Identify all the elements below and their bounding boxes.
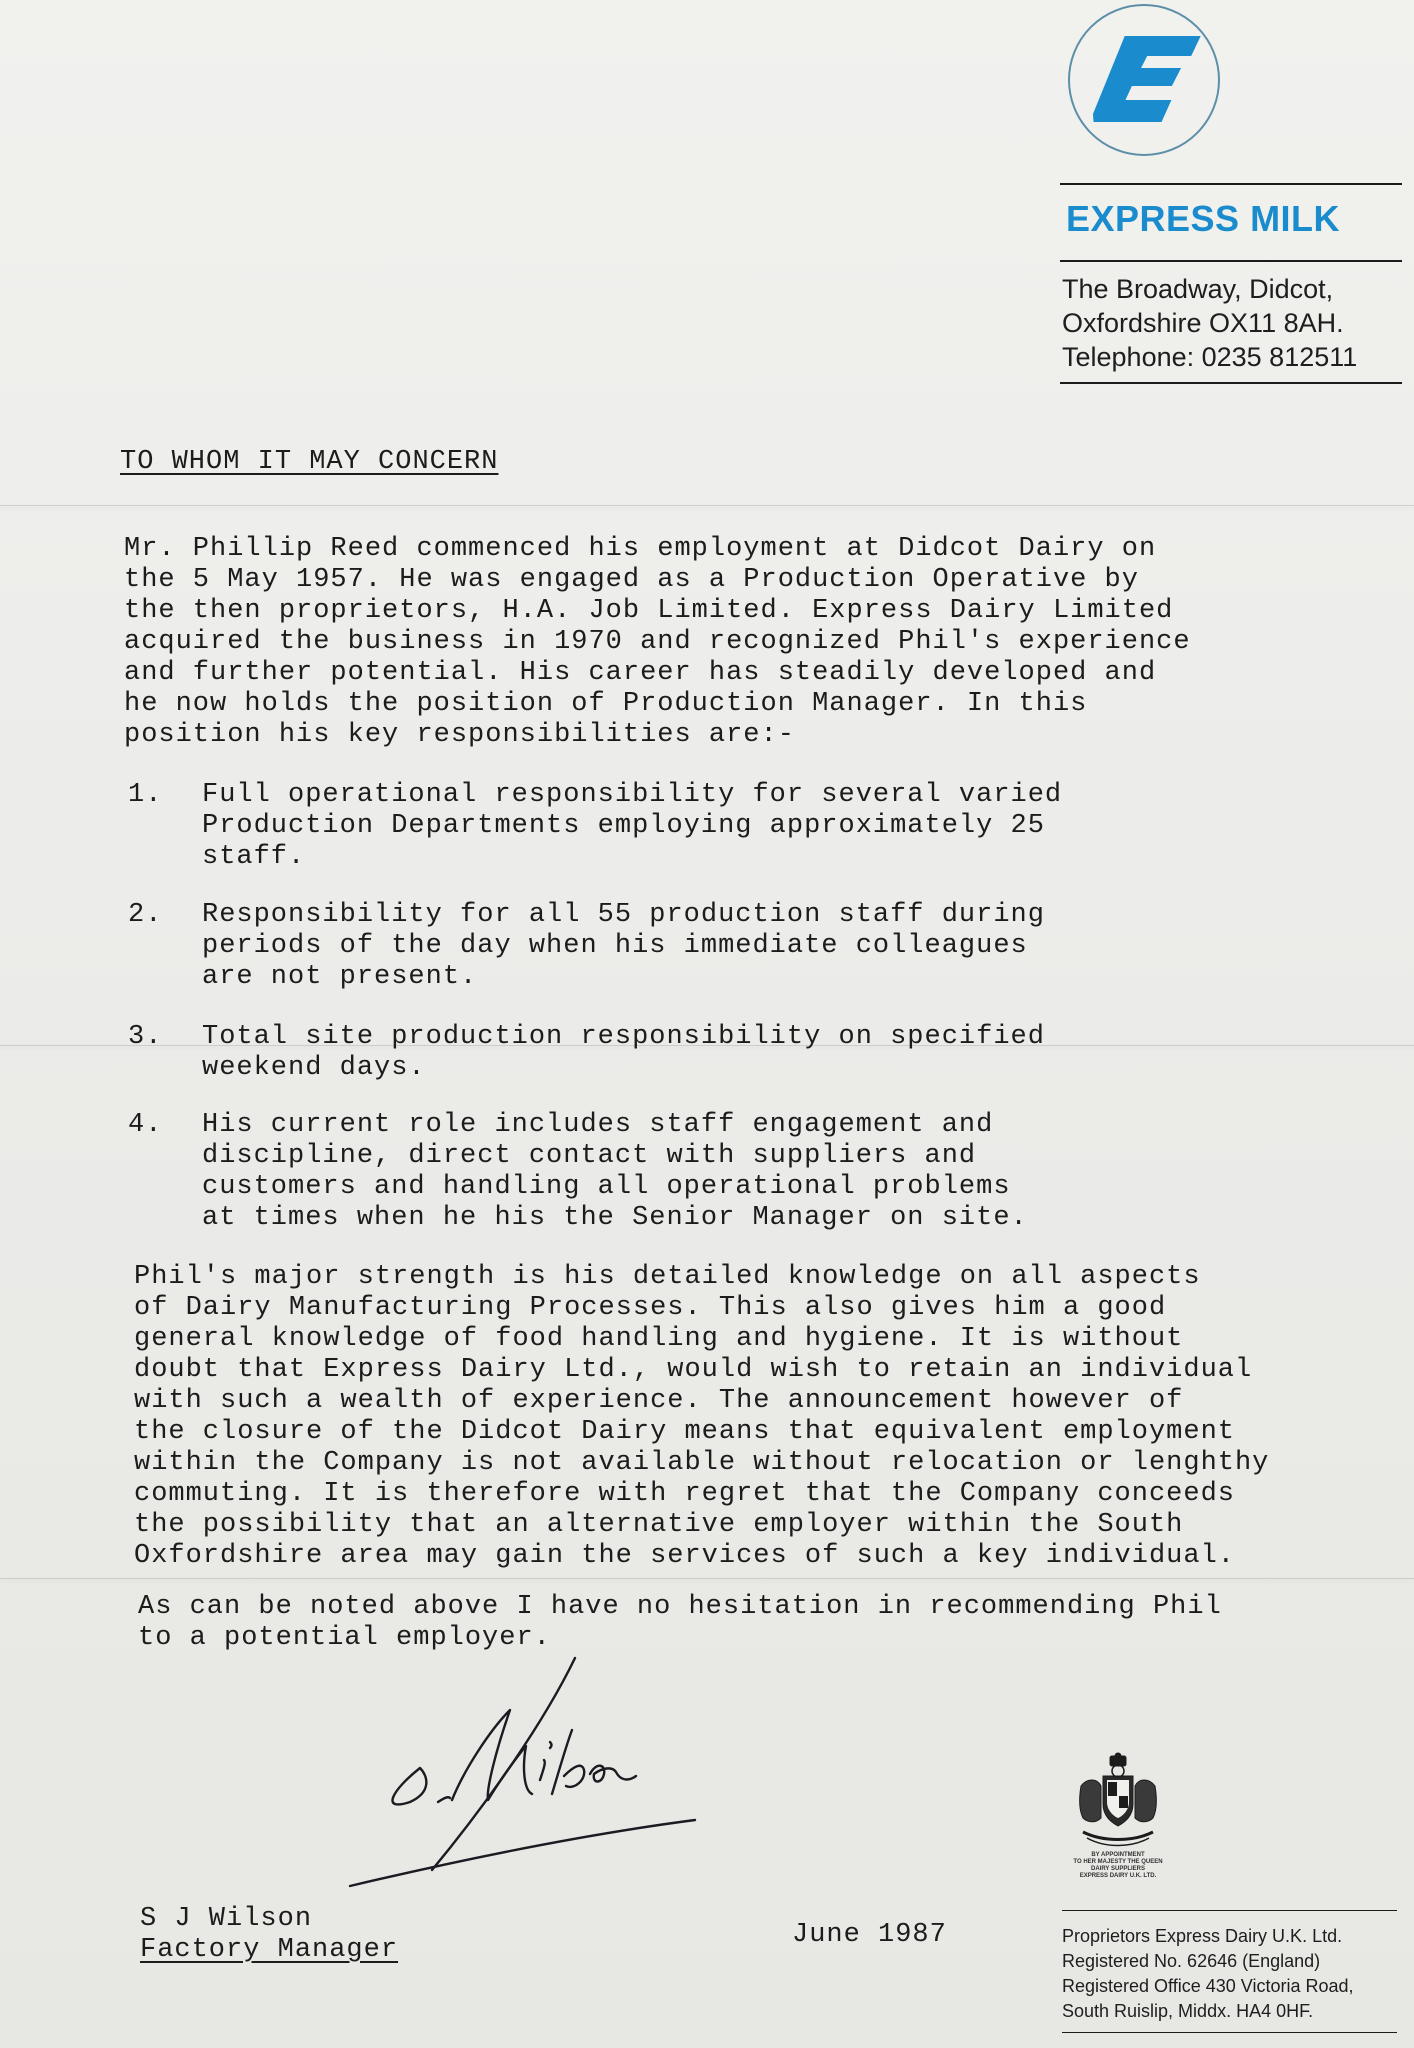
letterhead-rule-top — [1060, 183, 1402, 185]
item-number: 1. — [128, 780, 163, 810]
address-line: Oxfordshire OX11 8AH. — [1062, 308, 1344, 338]
text-line: weekend days. — [202, 1053, 426, 1083]
signer-block — [140, 1904, 398, 1966]
company-name: EXPRESS MILK — [1066, 198, 1341, 239]
text-line: the closure of the Didcot Dairy means that equivalent employment — [134, 1417, 1235, 1447]
text-line: general knowledge of food handling and hygiene. It is without — [134, 1324, 1184, 1354]
text-line: and further potential. His career has steadily developed and — [124, 658, 1157, 688]
text-line: Mr. Phillip Reed commenced his employment at Didcot Dairy on — [124, 534, 1157, 564]
text-line: Total site production responsibility on specified — [202, 1022, 1045, 1052]
text-line: the 5 May 1957. He was engaged as a Production Operative by — [124, 565, 1139, 595]
text-line: Full operational responsibility for several varied — [202, 780, 1063, 810]
letter-date: June 1987 — [792, 1920, 947, 1950]
handwritten-signature — [340, 1650, 710, 1900]
item-number: 2. — [128, 900, 163, 930]
registration-line: South Ruislip, Middx. HA4 0HF. — [1062, 2001, 1314, 2021]
text-line: Phil's major strength is his detailed knowledge on all aspects — [134, 1262, 1201, 1292]
warrant-line: DAIRY SUPPLIERS — [1090, 1866, 1145, 1872]
registration-line: Registered Office 430 Victoria Road, — [1062, 1976, 1354, 1996]
responsibility-item — [128, 780, 1128, 873]
text-line: His current role includes staff engagement and — [202, 1110, 994, 1140]
paper-fold — [0, 1578, 1414, 1579]
text-line: Production Departments employing approximately 25 — [202, 811, 1045, 841]
e-logo-mark — [1070, 6, 1218, 154]
text-line: are not present. — [202, 962, 478, 992]
text-line: customers and handling all operational problems — [202, 1172, 1011, 1202]
text-line: discipline, direct contact with suppliers and — [202, 1141, 977, 1171]
royal-crest-icon — [1073, 1752, 1163, 1852]
text-line: staff. — [202, 842, 306, 872]
responsibility-item — [128, 1022, 1128, 1084]
address-line: The Broadway, Didcot, — [1062, 274, 1334, 304]
text-line: of Dairy Manufacturing Processes. This also gives him a good — [134, 1293, 1167, 1323]
item-number: 3. — [128, 1022, 163, 1052]
text-line: he now holds the position of Production Manager. In this — [124, 689, 1088, 719]
responsibility-item — [128, 900, 1128, 993]
text-line: position his key responsibilities are:- — [124, 720, 795, 750]
text-line: the then proprietors, H.A. Job Limited. Express Dairy Limited — [124, 596, 1174, 626]
item-number: 4. — [128, 1110, 163, 1140]
express-e-logo-icon — [1068, 4, 1220, 156]
text-line: at times when he his the Senior Manager on site. — [202, 1203, 1028, 1233]
closing-paragraph — [138, 1592, 1318, 1654]
signer-name: S J Wilson — [140, 1904, 313, 1934]
address-line: Telephone: 0235 812511 — [1062, 342, 1358, 372]
item-text — [202, 780, 1128, 873]
text-line: periods of the day when his immediate colleagues — [202, 931, 1028, 961]
warrant-line: EXPRESS DAIRY U.K. LTD. — [1079, 1873, 1157, 1879]
registration-block — [1062, 1924, 1407, 2024]
registration-line: Registered No. 62646 (England) — [1062, 1951, 1321, 1971]
text-line: As can be noted above I have no hesitation in recommending Phil — [138, 1592, 1222, 1622]
text-line: with such a wealth of experience. The announcement however of — [134, 1386, 1184, 1416]
warrant-line: BY APPOINTMENT — [1091, 1852, 1145, 1858]
letterhead-rule-middle — [1060, 260, 1402, 262]
warrant-text — [1058, 1852, 1178, 1880]
footer-rule-bottom — [1062, 2032, 1397, 2033]
item-text — [202, 1110, 1128, 1234]
letterhead-rule-bottom — [1060, 382, 1402, 384]
text-line: commuting. It is therefore with regret that the Company conceeds — [134, 1479, 1235, 1509]
paper-fold — [0, 505, 1414, 506]
strengths-paragraph — [134, 1262, 1314, 1572]
text-line: to a potential employer. — [138, 1623, 551, 1653]
intro-paragraph — [124, 534, 1304, 751]
company-address — [1062, 272, 1402, 374]
signer-title: Factory Manager — [140, 1935, 399, 1965]
text-line: acquired the business in 1970 and recognized Phil's experience — [124, 627, 1191, 657]
item-text — [202, 900, 1128, 993]
item-text — [202, 1022, 1128, 1084]
text-line: the possibility that an alternative employer within the South — [134, 1510, 1184, 1540]
footer-rule-top — [1062, 1910, 1397, 1911]
warrant-line: TO HER MAJESTY THE QUEEN — [1073, 1859, 1163, 1865]
responsibility-item — [128, 1110, 1128, 1234]
text-line: within the Company is not available without relocation or lenghthy — [134, 1448, 1270, 1478]
letter-heading: TO WHOM IT MAY CONCERN — [120, 447, 499, 477]
registration-line: Proprietors Express Dairy U.K. Ltd. — [1062, 1926, 1343, 1946]
text-line: doubt that Express Dairy Ltd., would wish to retain an individual — [134, 1355, 1253, 1385]
text-line: Responsibility for all 55 production staff during — [202, 900, 1045, 930]
text-line: Oxfordshire area may gain the services of such a key individual. — [134, 1541, 1235, 1571]
royal-warrant — [1058, 1752, 1178, 1880]
